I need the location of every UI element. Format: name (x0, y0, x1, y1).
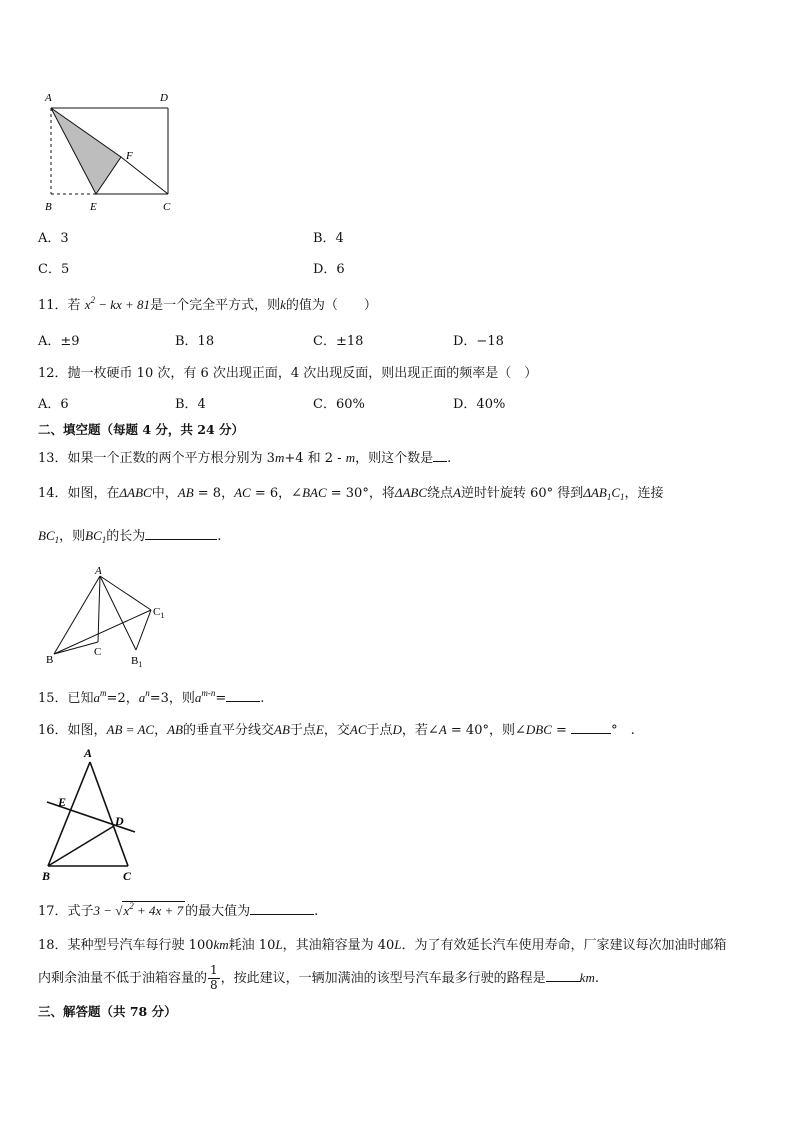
q14-text-b: 中， (151, 486, 178, 501)
q15-a-power-m-minus-n: $a^{m-n}$ (194, 688, 216, 705)
q18-unit-l-2: L (394, 937, 402, 952)
q18-text-c: ，其油箱容量为 40 (282, 938, 395, 953)
q13-text-a: 13．如果一个正数的两个平方根分别为 3 (38, 451, 275, 466)
q16-text-i: ° . (611, 723, 635, 738)
q14-text-f: 绕点 (427, 486, 454, 501)
q18-unit-km-2: km (579, 969, 595, 985)
q17-answer-blank[interactable] (250, 902, 314, 915)
q14-bc1: $BC_1$ (38, 528, 60, 545)
q16-text-h: ，则 (488, 723, 515, 738)
q12-option-b: B．4 (175, 397, 206, 412)
q10-option-c: C．5 (38, 262, 70, 277)
q16-ab: AB (167, 722, 183, 737)
q11-tail: 的值为（ ） (285, 298, 377, 313)
q13-var-m2: m (345, 450, 356, 465)
section-3-heading: 三、解答题（共 78 分） (38, 1004, 177, 1019)
question-15 (38, 689, 264, 705)
label-b: B (45, 201, 52, 213)
q14-angle-bac: ∠BAC (291, 485, 327, 500)
q15-text-d: = (215, 691, 227, 706)
q16-ab-2: AB (274, 722, 290, 737)
q14-bc1-2: $BC_1$ (85, 528, 107, 545)
q13-text-c: ，则这个数是 (355, 451, 434, 466)
q18-text-a: 18．某种型号汽车每行驶 100 (38, 938, 214, 953)
q18-fraction-numerator: 1 (210, 963, 218, 977)
q15-text-c: =3，则 (149, 691, 195, 706)
label-f: F (126, 150, 133, 162)
label-b: B (42, 869, 51, 883)
label-d: D (160, 92, 168, 104)
q18-fraction (208, 964, 220, 993)
q16-text-f: 于点 (366, 723, 393, 738)
q15-text-a: 15．已知 (38, 691, 94, 706)
figure-q16 (38, 744, 148, 884)
q17-expression: $3 - √x^2 + 4x + 7$ (93, 901, 184, 918)
segment-ab (54, 576, 100, 654)
q18-fraction-denominator: 8 (210, 977, 218, 992)
q18-answer-blank[interactable] (546, 969, 580, 982)
q18-text-l2a: 内剩余油量不低于油箱容量的 (38, 970, 208, 986)
q15-a-power-n: $a^n$ (138, 688, 150, 705)
q10-option-b: B．4 (313, 231, 344, 246)
q15-text-b: =2， (106, 691, 139, 706)
label-c1: $C_1$ (153, 606, 165, 620)
q14-triangle-abc: ΔABC (119, 485, 152, 500)
q14-text-l2c: . (217, 529, 222, 544)
question-14-line-1: 14．如图，在ΔABC中，AB = 8，AC = 6，∠BAC = 30°，将ΔABC绕点A逆时针旋转 60° 得到$\Delta AB_1C_1$，连接 (38, 485, 664, 502)
q12-option-c: C．60% (313, 397, 365, 412)
q13-answer-blank[interactable] (433, 449, 447, 462)
q15-text-e: . (260, 691, 265, 706)
q12-option-a: A．6 (38, 397, 69, 412)
q14-text-h: ，连接 (624, 486, 664, 501)
segment-ac1 (100, 576, 151, 610)
label-c: C (94, 646, 102, 658)
q11-option-d: D．−18 (453, 334, 504, 349)
question-17 (38, 902, 318, 918)
label-b: B (46, 654, 54, 666)
segment-bd (48, 826, 114, 866)
q16-text-c: 的垂直平分线交 (182, 723, 274, 738)
q14-text-a: 14．如图，在 (38, 486, 120, 501)
q11-option-a: A．±9 (38, 334, 80, 349)
q14-triangle-abc-2: ΔABC (394, 485, 428, 500)
question-11 (38, 295, 377, 313)
label-e: E (58, 795, 67, 809)
q14-text-l2a: ，则 (59, 529, 86, 544)
question-12: 12．抛一枚硬币 10 次，有 6 次出现正面，4 次出现反面，则出现正面的频率是（ ） (38, 366, 538, 381)
q16-ab-eq-ac: AB = AC (106, 722, 155, 737)
label-a: A (84, 746, 93, 760)
q18-unit-l: L (275, 937, 283, 952)
q14-text-g: 逆时针旋转 60° 得到 (461, 486, 584, 501)
question-14-line-2 (38, 527, 221, 543)
q14-answer-blank[interactable] (145, 527, 217, 540)
q18-unit-km: km (213, 937, 229, 952)
q18-text-b: 耗油 10 (228, 938, 276, 953)
q11-k: k (280, 297, 286, 312)
q16-angle-dbc: ∠DBC (514, 722, 552, 737)
diagonal-fc (121, 157, 168, 194)
q18-text-l2c: . (594, 970, 599, 986)
q11-expression: $x^2$ − kx + 81 (84, 295, 151, 312)
q14-point-a: A (453, 485, 461, 500)
q12-option-d: D．40% (453, 397, 506, 412)
shaded-triangle (51, 108, 121, 194)
q16-text-g: ，若 (401, 723, 428, 738)
q16-text-e: ，交 (323, 723, 350, 738)
label-a: A (45, 92, 52, 104)
question-18-line-2 (38, 964, 599, 993)
q16-answer-blank[interactable] (571, 721, 611, 734)
q11-mid: 是一个完全平方式，则 (150, 298, 281, 313)
question-16: 16．如图，AB = AC，AB的垂直平分线交AB于点E，交AC于点D，若∠A = 40°，则∠DBC = ° . (38, 722, 635, 738)
q18-text-l2b: ，按此建议，一辆加满油的该型号汽车最多行驶的路程是 (220, 970, 546, 986)
q11-option-b: B．18 (175, 334, 215, 349)
segment-ab1 (100, 576, 136, 650)
q14-text-l2b: 的长为 (106, 529, 146, 544)
q11-number: 11．若 (38, 298, 81, 313)
question-13 (38, 449, 451, 465)
q16-text-b: ， (154, 723, 168, 738)
q16-ac: AC (349, 722, 367, 737)
q13-text-d: . (447, 451, 452, 466)
q16-angle-a: ∠A (427, 722, 447, 737)
label-d: D (115, 814, 124, 828)
section-2-heading: 二、填空题（每题 4 分，共 24 分） (38, 422, 245, 437)
q14-text-c: ， (221, 486, 235, 501)
q14-text-e: ，将 (368, 486, 395, 501)
q16-text-a: 16．如图， (38, 723, 107, 738)
segment-ac (98, 576, 100, 642)
q14-text-d: ， (278, 486, 292, 501)
q16-text-d: 于点 (289, 723, 316, 738)
q13-text-b: +4 和 2 - (284, 451, 346, 466)
q17-text-c: . (314, 904, 319, 919)
q17-text-b: 的最大值为 (185, 904, 251, 919)
q18-text-d: ．为了有效延长汽车使用寿命，厂家建议每次加油时邮箱 (401, 938, 727, 953)
q17-text-a: 17．式子 (38, 904, 94, 919)
q15-answer-blank[interactable] (226, 689, 260, 702)
q16-d: D (392, 722, 402, 737)
q10-option-a: A．3 (38, 231, 69, 246)
q15-a-power-m: $a^m$ (93, 688, 107, 705)
q14-ac-eq: AC (234, 485, 251, 500)
q10-option-d: D．6 (313, 262, 345, 277)
label-e: E (90, 201, 97, 213)
label-c: C (123, 869, 132, 883)
q13-var-m1: m (274, 450, 285, 465)
figure-rectangle-abcd (38, 86, 188, 218)
label-c: C (163, 201, 171, 213)
figure-q14 (40, 564, 180, 672)
q16-e: E (315, 722, 324, 737)
label-b1: $B_1$ (131, 655, 143, 669)
label-a: A (95, 565, 102, 577)
q11-option-c: C．±18 (313, 334, 364, 349)
q14-ab-eq: AB (177, 485, 194, 500)
q14-triangle-ab1c1: $\Delta AB_1C_1$ (583, 485, 625, 502)
question-18-line-1 (38, 938, 727, 952)
